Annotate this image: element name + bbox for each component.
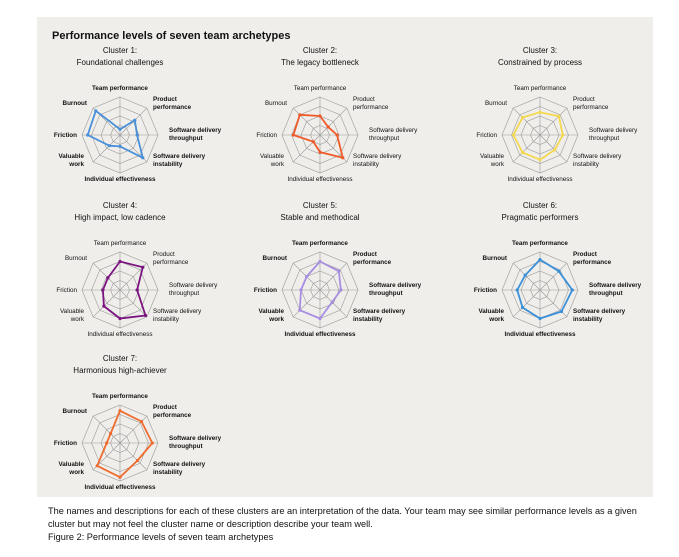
radar-chart-5 [254,201,422,338]
axis-label-fr: Friction [476,132,497,139]
cluster-data-point [560,310,563,313]
axis-label-sdt: throughput [369,135,400,142]
cluster-data-point [151,441,154,444]
cluster-data-point [118,476,121,479]
radar-chart-7 [54,354,222,491]
cluster-title-line: The legacy bottleneck [281,58,359,67]
cluster-data-point [312,140,315,143]
axis-label-sdt: throughput [169,443,203,450]
cluster-data-point [94,109,97,112]
axis-label-sdi: instability [353,161,379,168]
axis-label-vw: Valuable [258,308,284,315]
axis-label-fr: Friction [56,287,77,294]
cluster-data-point [144,314,147,317]
axis-label-sdt: Software delivery [169,435,222,442]
axis-label-tp: Team performance [513,85,567,92]
axis-label-sdt: Software delivery [369,282,422,289]
axis-label-ie: Individual effectiveness [284,331,356,338]
axis-label-bo: Burnout [482,255,507,262]
axis-label-tp: Team performance [292,240,348,247]
axis-label-fr: Friction [256,132,277,139]
cluster-data-point [318,260,321,263]
cluster-data-point [557,270,560,273]
axis-label-vw: Valuable [259,153,284,160]
axis-label-sdt: throughput [589,290,623,297]
cluster-data-point [538,317,541,320]
cluster-data-point [521,116,524,119]
cluster-data-point [521,151,524,154]
axis-label-ie: Individual effectiveness [84,176,156,183]
axis-label-pp: Product [153,404,177,411]
radar-chart-2 [256,46,418,183]
radar-chart-4 [56,201,218,338]
cluster-data-point [118,260,121,263]
cluster-data-point [337,270,340,273]
cluster-data-point [102,305,105,308]
figure-title: Performance levels of seven team archetypes [52,30,291,42]
cluster-data-point [298,309,301,312]
axis-label-tp: Team performance [92,393,148,400]
axis-label-vw: Valuable [479,153,504,160]
axis-label-vw: Valuable [58,461,84,468]
cluster-data-point [292,133,295,136]
cluster-data-point [133,119,136,122]
cluster-data-point [538,258,541,261]
cluster-title-line: Cluster 6: [522,201,558,210]
axis-label-bo: Burnout [484,100,507,107]
axis-label-sdi: instability [153,469,183,476]
axis-label-ie: Individual effectiveness [84,484,156,491]
cluster-data-point [553,148,556,151]
cluster-title-line: Cluster 1: [102,46,138,55]
axis-label-ie: Individual effectiveness [504,331,576,338]
cluster-data-point [318,317,321,320]
axis-label-sdt: throughput [169,135,203,142]
axis-label-fr: Friction [53,440,77,447]
cluster-data-point [557,115,560,118]
cluster-data-point [109,432,112,435]
axis-label-bo: Burnout [62,408,87,415]
cluster-title-line: Pragmatic performers [501,213,579,222]
axis-label-fr: Friction [473,287,497,294]
axis-label-ie: Individual effectiveness [287,176,353,183]
axis-label-vw: Valuable [478,308,504,315]
cluster-data-point [86,133,89,136]
cluster-series-line [517,260,572,319]
cluster-data-point [524,274,527,277]
cluster-data-point [118,128,121,131]
axis-label-pp: Product [153,251,175,258]
cluster-title-line: Cluster 7: [102,354,138,363]
cluster-data-point [512,133,515,136]
axis-label-tp: Team performance [293,85,347,92]
cluster-data-point [136,459,139,462]
cluster-title-line: Stable and methodical [280,213,360,222]
cluster-data-point [105,441,108,444]
cluster-data-point [118,409,121,412]
axis-label-tp: Team performance [92,85,148,92]
cluster-data-point [561,133,564,136]
cluster-data-point [298,113,301,116]
axis-label-sdi: instability [153,161,183,168]
axis-label-vw: work [489,316,504,323]
cluster-data-point [327,125,330,128]
axis-label-sdi: Software delivery [153,461,206,468]
axis-label-sdi: Software delivery [353,308,406,315]
cluster-data-point [521,306,524,309]
cluster-data-point [141,156,144,159]
cluster-title-line: Cluster 2: [302,46,338,55]
axis-label-sdi: instability [153,316,179,323]
axis-label-sdi: Software delivery [353,153,402,160]
cluster-data-point [318,114,321,117]
cluster-data-point [118,145,121,148]
cluster-title-line: Cluster 4: [102,201,138,210]
axis-label-sdt: throughput [369,290,403,297]
cluster-title-line: Harmonious high-achiever [73,366,167,375]
cluster-data-point [331,301,334,304]
axis-label-sdi: instability [573,316,603,323]
cluster-data-point [140,420,143,423]
cluster-data-point [538,111,541,114]
cluster-title-line: Constrained by process [497,58,583,67]
cluster-data-point [336,133,339,136]
axis-label-pp: Product [153,96,177,103]
axis-label-pp: performance [153,104,192,111]
cluster-title-line: Cluster 3: [522,46,558,55]
axis-label-pp: Product [573,96,595,103]
axis-label-pp: performance [353,104,389,111]
axis-label-pp: performance [153,259,189,266]
axis-label-vw: work [269,316,284,323]
radar-chart-3 [476,46,638,183]
axis-label-ie: Individual effectiveness [87,331,153,338]
cluster-data-point [136,288,139,291]
cluster-data-point [318,151,321,154]
axis-label-vw: work [69,469,84,476]
axis-label-fr: Friction [53,132,77,139]
axis-label-vw: work [270,161,284,168]
axis-label-sdt: Software delivery [169,127,222,134]
axis-label-tp: Team performance [512,240,568,247]
cluster-data-point [516,288,519,291]
axis-label-vw: work [70,316,84,323]
axis-label-sdi: Software delivery [153,153,206,160]
axis-label-sdt: throughput [169,290,200,297]
axis-label-sdi: Software delivery [573,308,626,315]
cluster-series-line [293,115,342,158]
axis-label-pp: performance [573,259,612,266]
axis-label-pp: Product [573,251,597,258]
cluster-data-point [101,288,104,291]
axis-label-vw: work [490,161,504,168]
axis-label-vw: Valuable [58,153,84,160]
axis-label-bo: Burnout [262,255,287,262]
axis-label-pp: Product [353,96,375,103]
axis-label-pp: performance [353,259,392,266]
axis-label-pp: performance [573,104,609,111]
axis-label-sdi: instability [573,161,599,168]
axis-label-pp: Product [353,251,377,258]
axis-label-sdt: throughput [589,135,620,142]
cluster-data-point [136,133,139,136]
axis-label-sdi: Software delivery [153,308,202,315]
axis-label-bo: Burnout [264,100,287,107]
axis-label-pp: performance [153,412,192,419]
cluster-data-point [305,275,308,278]
cluster-data-point [108,144,111,147]
axis-label-sdi: Software delivery [573,153,622,160]
axis-label-vw: Valuable [59,308,84,315]
cluster-title-line: High impact, low cadence [74,213,166,222]
cluster-data-point [571,288,574,291]
axis-label-sdt: Software delivery [369,127,418,134]
axis-label-bo: Burnout [64,255,87,262]
cluster-data-point [96,464,99,467]
cluster-title-line: Cluster 5: [302,201,338,210]
axis-label-tp: Team performance [93,240,147,247]
cluster-title-line: Foundational challenges [76,58,164,67]
axis-label-sdt: Software delivery [589,127,638,134]
cluster-data-point [141,266,144,269]
cluster-data-point [538,158,541,161]
cluster-data-point [106,276,109,279]
axis-label-sdt: Software delivery [169,282,218,289]
axis-label-sdt: Software delivery [589,282,642,289]
figure-label: Figure 2: Performance levels of seven team archetypes [48,532,274,542]
axis-label-vw: work [69,161,84,168]
cluster-data-point [341,156,344,159]
cluster-data-point [339,288,342,291]
radar-chart-1 [54,46,222,183]
axis-label-fr: Friction [253,287,277,294]
axis-label-ie: Individual effectiveness [507,176,573,183]
axis-label-bo: Burnout [62,100,87,107]
cluster-data-point [299,288,302,291]
figure-caption: The names and descriptions for each of these clusters are an interpretation of the data. Your team may see similar performance levels as a given cluster but may not feel the cluster name or description describe your team well. [48,506,637,529]
cluster-data-point [118,317,121,320]
axis-label-sdi: instability [353,316,383,323]
radar-chart-6 [474,201,642,338]
